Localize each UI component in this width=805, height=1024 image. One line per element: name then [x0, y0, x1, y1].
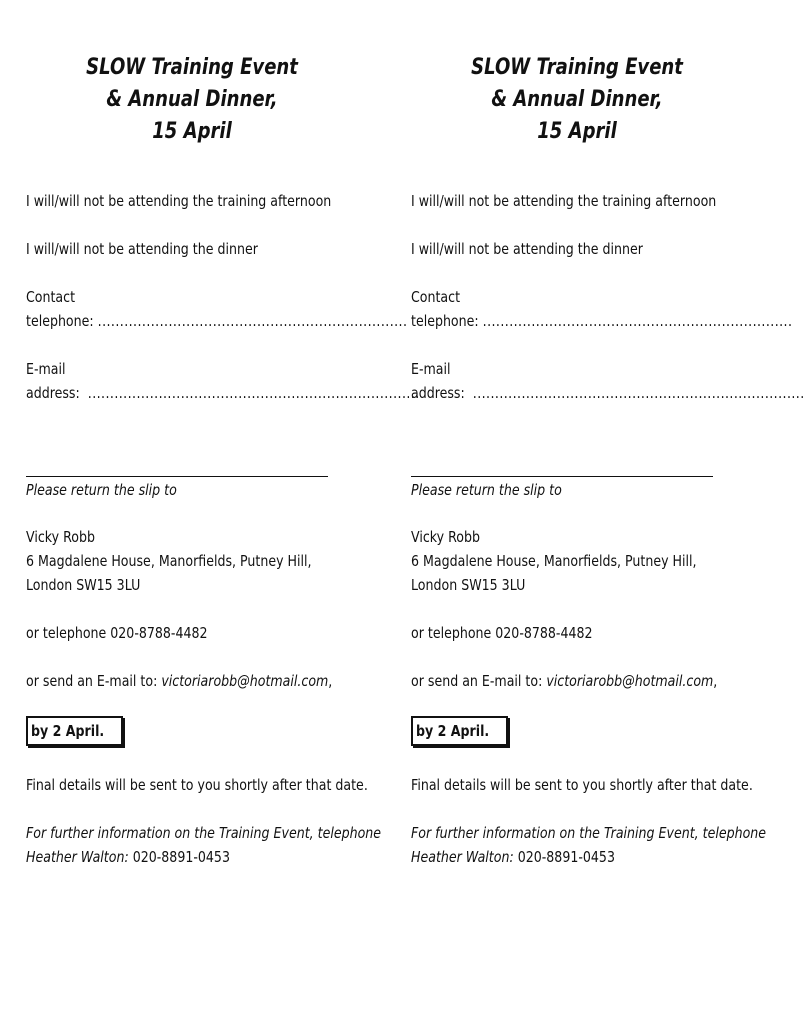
deadline-text: by 2 April.: [31, 722, 105, 740]
further-info-name: Heather Walton:: [26, 848, 129, 866]
email-address-label: address:: [411, 384, 465, 402]
title-line-1: SLOW Training Event: [86, 55, 298, 80]
telephone-text: or telephone 020-8788-4482: [26, 624, 208, 642]
telephone-field[interactable]: [26, 309, 407, 333]
email-prefix: or send an E-mail to:: [411, 672, 547, 690]
email-field[interactable]: [411, 381, 805, 405]
deadline-badge: [26, 716, 123, 746]
further-info-line-1: For further information on the Training Event, telephone: [26, 824, 382, 842]
email-link[interactable]: victoriarobb@hotmail.com: [161, 672, 329, 690]
recipient-name: Vicky Robb: [26, 528, 95, 546]
event-title: [56, 52, 328, 148]
deadline-badge: [411, 716, 508, 746]
further-info-line-2: [411, 845, 615, 869]
return-instruction: Please return the slip to: [411, 481, 562, 499]
address-line-2: London SW15 3LU: [411, 576, 526, 594]
reply-slip-right: [411, 0, 805, 1024]
email-link[interactable]: victoriarobb@hotmail.com: [546, 672, 714, 690]
attend-dinner-text: I will/will not be attending the dinner: [411, 240, 643, 258]
email-suffix: ,: [328, 672, 333, 690]
address-line-1: 6 Magdalene House, Manorfields, Putney Hill,: [411, 552, 697, 570]
email-instruction: [26, 669, 332, 693]
further-info-phone: 020-8891-0453: [513, 848, 615, 866]
title-line-2: & Annual Dinner,: [491, 87, 663, 112]
attend-dinner-text: I will/will not be attending the dinner: [26, 240, 258, 258]
telephone-field[interactable]: [411, 309, 792, 333]
deadline-text: by 2 April.: [416, 722, 490, 740]
email-field[interactable]: [26, 381, 420, 405]
email-prefix: or send an E-mail to:: [26, 672, 162, 690]
email-instruction: [411, 669, 717, 693]
reply-slip-left: [26, 0, 420, 1024]
divider-line: [26, 476, 328, 477]
further-info-line-1: For further information on the Training Event, telephone: [411, 824, 767, 842]
address-line-2: London SW15 3LU: [26, 576, 141, 594]
address-line-1: 6 Magdalene House, Manorfields, Putney Hill,: [26, 552, 312, 570]
telephone-label: telephone:: [411, 312, 479, 330]
recipient-name: Vicky Robb: [411, 528, 480, 546]
email-label: E-mail: [411, 360, 451, 378]
contact-label: Contact: [411, 288, 461, 306]
further-info-line-2: [26, 845, 230, 869]
title-line-3: 15 April: [152, 119, 232, 144]
telephone-label: telephone:: [26, 312, 94, 330]
attend-training-text: I will/will not be attending the training afternoon: [26, 192, 332, 210]
telephone-fill-line[interactable]: ......................................................................: [482, 312, 793, 330]
further-info-name: Heather Walton:: [411, 848, 514, 866]
telephone-fill-line[interactable]: ......................................................................: [97, 312, 408, 330]
email-address-label: address:: [26, 384, 80, 402]
final-details-text: Final details will be sent to you shortly after that date.: [411, 776, 753, 794]
email-fill-line[interactable]: ...........................................................................: [472, 384, 805, 402]
title-line-1: SLOW Training Event: [471, 55, 683, 80]
attend-training-text: I will/will not be attending the training afternoon: [411, 192, 717, 210]
title-line-3: 15 April: [537, 119, 617, 144]
further-info-phone: 020-8891-0453: [128, 848, 230, 866]
return-instruction: Please return the slip to: [26, 481, 177, 499]
email-fill-line[interactable]: ...........................................................................: [87, 384, 420, 402]
telephone-text: or telephone 020-8788-4482: [411, 624, 593, 642]
event-title: [441, 52, 713, 148]
title-line-2: & Annual Dinner,: [106, 87, 278, 112]
contact-label: Contact: [26, 288, 76, 306]
final-details-text: Final details will be sent to you shortly after that date.: [26, 776, 368, 794]
email-suffix: ,: [713, 672, 718, 690]
email-label: E-mail: [26, 360, 66, 378]
divider-line: [411, 476, 713, 477]
